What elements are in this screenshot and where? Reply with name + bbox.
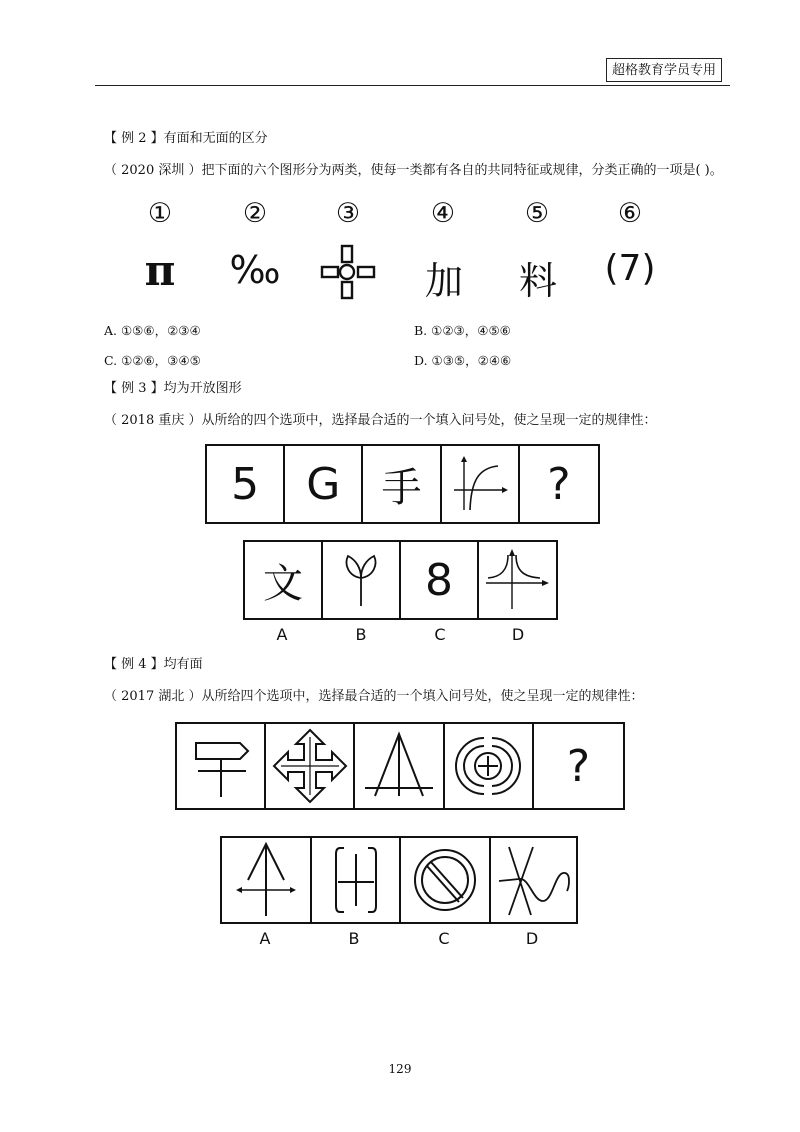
figure-pi: π bbox=[144, 246, 176, 295]
curve-graph-icon bbox=[450, 454, 510, 514]
brackets-cross-icon bbox=[326, 840, 386, 920]
example2-question: （ 2020 深圳 ）把下面的六个图形分为两类，使每一类都有各自的共同特征或规律，分类正确的一项是( )。 bbox=[104, 163, 723, 178]
ex3-cell-g-text: G bbox=[306, 458, 341, 510]
header-badge: 超格教育学员专用 bbox=[606, 58, 722, 82]
ex3-label-b: B bbox=[355, 625, 367, 644]
example3-title: 【 例 3 】均为开放图形 bbox=[104, 381, 242, 396]
hyperbola-graph-icon bbox=[484, 547, 550, 613]
ex4-label-d: D bbox=[525, 929, 539, 948]
ex4-label-b: B bbox=[348, 929, 360, 948]
four-arrows-icon bbox=[271, 727, 349, 805]
ex4-option-b[interactable] bbox=[312, 838, 401, 922]
example3-options-grid bbox=[243, 540, 558, 620]
signpost-icon bbox=[186, 731, 256, 801]
ex4-option-c[interactable] bbox=[401, 838, 491, 922]
figure-cross-shape bbox=[320, 244, 376, 300]
ex3-question-mark: ? bbox=[547, 458, 571, 510]
ex3-cell-shou-text: 手 bbox=[381, 464, 422, 511]
ex4-option-a[interactable] bbox=[222, 838, 312, 922]
ex4-cell-split-circle bbox=[445, 724, 534, 808]
ex3-label-a: A bbox=[276, 625, 288, 644]
prohibited-circle-icon bbox=[409, 844, 481, 916]
figure-number-1: ① bbox=[147, 198, 173, 229]
ex4-label-c: C bbox=[438, 929, 450, 948]
arrow-up-cross-icon bbox=[228, 840, 304, 920]
ex3-cell-g bbox=[285, 446, 363, 522]
ex4-option-d[interactable] bbox=[491, 838, 576, 922]
example4-options-grid bbox=[220, 836, 578, 924]
ex4-cell-signpost bbox=[177, 724, 266, 808]
figure-number-2: ② bbox=[242, 198, 268, 229]
option-c[interactable]: C. ①②⑥，③④⑤ bbox=[104, 353, 201, 368]
figure-number-5: ⑤ bbox=[524, 198, 550, 229]
ex3-option-a[interactable] bbox=[245, 542, 323, 618]
ex3-option-b[interactable] bbox=[323, 542, 401, 618]
ex3-cell-question bbox=[520, 446, 598, 522]
crossing-lines-wave-icon bbox=[495, 841, 573, 919]
ex3-label-c: C bbox=[434, 625, 446, 644]
example4-title: 【 例 4 】均有面 bbox=[104, 657, 203, 672]
figure-jia: 加 bbox=[424, 259, 463, 303]
example4-question-grid bbox=[175, 722, 625, 810]
split-circle-icon bbox=[450, 728, 526, 804]
figure-number-6: ⑥ bbox=[617, 198, 643, 229]
example3-question: （ 2018 重庆 ）从所给的四个选项中，选择最合适的一个填入问号处，使之呈现一定的规律性： bbox=[104, 413, 657, 428]
option-d[interactable]: D. ①③⑤，②④⑥ bbox=[414, 353, 512, 368]
triangle-icon bbox=[361, 728, 437, 804]
ex3-cell-5 bbox=[207, 446, 285, 522]
example4-question: （ 2017 湖北 ）从所给四个选项中，选择最合适的一个填入问号处，使之呈现一定的规律性： bbox=[104, 689, 644, 704]
figure-number-3: ③ bbox=[335, 198, 361, 229]
ex3-cell-5-text: 5 bbox=[231, 458, 260, 510]
ex4-cell-four-arrows bbox=[266, 724, 355, 808]
ex4-question-mark: ? bbox=[566, 740, 591, 792]
page-number: 129 bbox=[388, 1062, 412, 1076]
sprout-icon bbox=[336, 550, 386, 610]
figure-permille: ‰ bbox=[229, 248, 281, 292]
example3-question-grid bbox=[205, 444, 600, 524]
ex3-option-c-text: 8 bbox=[425, 554, 453, 606]
figure-number-4: ④ bbox=[430, 198, 456, 229]
ex4-cell-triangle bbox=[355, 724, 444, 808]
header-rule bbox=[95, 85, 730, 86]
ex3-cell-curve-graph bbox=[442, 446, 520, 522]
ex3-option-c[interactable] bbox=[401, 542, 479, 618]
ex3-option-d[interactable] bbox=[479, 542, 556, 618]
ex4-label-a: A bbox=[259, 929, 271, 948]
figure-paren-7: (7) bbox=[604, 248, 656, 289]
figure-liao: 料 bbox=[518, 259, 557, 303]
option-b[interactable]: B. ①②③，④⑤⑥ bbox=[414, 323, 511, 338]
ex4-cell-question bbox=[534, 724, 623, 808]
option-a[interactable]: A. ①⑤⑥，②③④ bbox=[104, 323, 201, 338]
ex3-label-d: D bbox=[511, 625, 525, 644]
ex3-cell-shou bbox=[363, 446, 441, 522]
example2-title: 【 例 2 】有面和无面的区分 bbox=[104, 131, 268, 146]
ex3-option-a-text: 文 bbox=[263, 560, 303, 607]
